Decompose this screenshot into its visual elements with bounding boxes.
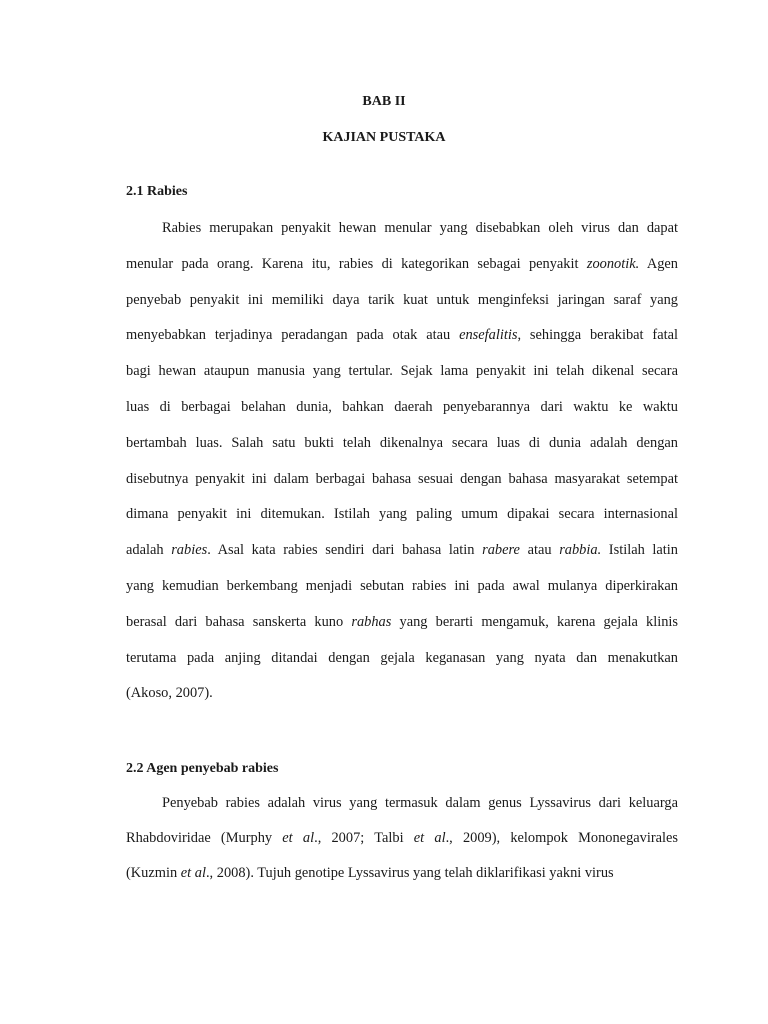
text-run: . Asal kata rabies sendiri dari bahasa latin (207, 542, 483, 559)
text-run: Penyebab rabies adalah virus yang termasuk dalam genus Lyssavirus dari keluarga (162, 795, 678, 811)
text-line (126, 683, 678, 703)
text-run: berasal dari bahasa sanskerta kuno (126, 613, 352, 630)
text-run: bagi hewan ataupun manusia yang tertular. Sejak lama penyakit ini telah dikenal secara (126, 363, 678, 380)
text-run: yang kemudian berkembang menjadi sebutan rabies ini pada awal mulanya diperkirakan (126, 578, 678, 594)
text-run: atau (519, 542, 560, 559)
text-line (126, 828, 678, 848)
text-line (126, 325, 678, 345)
text-line (126, 361, 678, 381)
text-run: disebutnya penyakit ini dalam berbagai bahasa sesuai dengan bahasa masyarakat setempat (126, 470, 678, 487)
text-run: Rhabdoviridae (Murphy (126, 830, 283, 846)
text-run: ., 2008). Tujuh genotipe Lyssavirus yang telah diklarifikasi yakni virus (205, 865, 614, 881)
text-run: ., 2009), kelompok Mononegavirales (445, 830, 679, 846)
italic-term: et al (180, 865, 206, 881)
text-run: menyebabkan terjadinya peradangan pada otak atau (126, 327, 460, 344)
chapter-title: KAJIAN PUSTAKA (322, 130, 446, 145)
text-line (126, 504, 678, 524)
text-run: terutama pada anjing ditandai dengan gejala keganasan yang nyata dan menakutkan (126, 649, 678, 666)
text-line (126, 397, 678, 417)
text-run: yang berarti mengamuk, karena gejala klinis (391, 613, 678, 630)
italic-term: rabbia. (559, 542, 602, 559)
italic-term: rabies (171, 542, 208, 559)
text-run: Rabies merupakan penyakit hewan menular yang disebabkan oleh virus dan dapat (162, 220, 678, 236)
text-line (126, 540, 678, 560)
text-line (126, 863, 678, 883)
text-line (162, 793, 678, 813)
text-run: Agen (639, 255, 678, 272)
section-title-rabies: 2.1 Rabies (126, 184, 188, 199)
text-run: adalah (126, 542, 172, 559)
text-line (126, 433, 678, 453)
text-run: (Akoso, 2007). (126, 685, 213, 702)
text-run: Istilah latin (601, 542, 678, 559)
italic-term: zoonotik. (586, 255, 640, 272)
italic-term: ensefalitis (459, 327, 518, 344)
text-run: , sehingga berakibat fatal (517, 327, 678, 344)
text-line (162, 218, 678, 238)
italic-term: et al (282, 830, 315, 846)
text-run: dimana penyakit ini ditemukan. Istilah yang paling umum dipakai secara internasional (126, 506, 678, 523)
italic-term: rabere (482, 542, 520, 559)
text-line (126, 648, 678, 668)
italic-term: rabhas (351, 613, 392, 630)
section-title-agen-penyebab: 2.2 Agen penyebab rabies (126, 761, 279, 776)
text-line (126, 469, 678, 489)
text-run: bertambah luas. Salah satu bukti telah dikenalnya secara luas di dunia adalah dengan (126, 434, 678, 451)
text-run: luas di berbagai belahan dunia, bahkan daerah penyebarannya dari waktu ke waktu (126, 399, 678, 415)
text-line (126, 290, 678, 310)
text-run: ., 2007; Talbi (314, 830, 414, 846)
text-run: menular pada orang. Karena itu, rabies di kategorikan sebagai penyakit (126, 255, 587, 272)
text-line (126, 576, 678, 596)
text-run: (Kuzmin (126, 865, 181, 881)
chapter-number: BAB II (362, 94, 406, 109)
text-line (126, 254, 678, 274)
text-run: penyebab penyakit ini memiliki daya tarik kuat untuk menginfeksi jaringan saraf yang (126, 291, 678, 308)
italic-term: et al (413, 830, 446, 846)
text-line (126, 612, 678, 632)
